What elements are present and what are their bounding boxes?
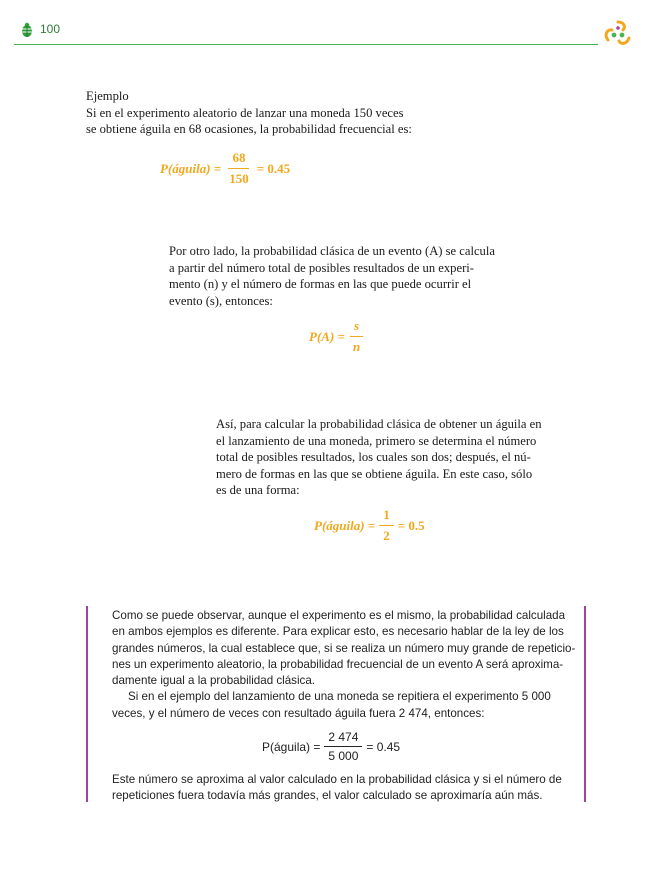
paragraph-line: total de posibles resultados, los cuales son dos; después, el nú- xyxy=(216,450,531,464)
paragraph-line: Así, para calcular la probabilidad clásica de obtener un águila en xyxy=(216,417,542,431)
paragraph-line: evento (s), entonces: xyxy=(169,293,273,308)
frequency-formula xyxy=(160,150,290,187)
header-rule xyxy=(14,44,598,45)
beetle-icon xyxy=(20,22,34,38)
box-line: nes un experimento aleatorio, la probabilidad frecuencial de un evento A será aproxima- xyxy=(112,657,564,671)
swirl-logo-icon xyxy=(602,18,634,50)
box-line: Como se puede observar, aunque el experimento es el mismo, la probabilidad calculada xyxy=(112,609,566,622)
page-header xyxy=(0,0,672,48)
formula-numerator: 2 474 xyxy=(324,730,362,747)
formula-denominator: 150 xyxy=(229,171,249,186)
formula-left: P(águila) = xyxy=(314,517,376,533)
box-line: Si en el ejemplo del lanzamiento de una moneda se repitiera el experimento 5 000 xyxy=(128,690,551,704)
formula-fraction xyxy=(349,318,364,355)
formula-result: = 0.45 xyxy=(256,160,291,176)
box-line: damente igual a la probabilidad clásica. xyxy=(112,674,316,688)
example-line: Si en el experimento aleatorio de lanzar una moneda 150 veces xyxy=(86,105,404,120)
box-left-border xyxy=(86,606,88,802)
box-conclusion xyxy=(112,772,560,805)
law-of-large-numbers-box xyxy=(86,606,586,802)
example-line: se obtiene águila en 68 ocasiones, la probabilidad frecuencial es: xyxy=(86,122,412,136)
box-line: Este número se aproxima al valor calculado en la probabilidad clásica y si el número de xyxy=(112,773,562,786)
paragraph-line: es de una forma: xyxy=(216,483,300,497)
formula-denominator: n xyxy=(352,339,361,354)
formula-numerator: s xyxy=(350,318,363,337)
classic-probability-paragraph xyxy=(169,243,505,309)
coin-paragraph xyxy=(216,416,552,499)
box-line: en ambos ejemplos es diferente. Para explicar esto, es necesario hablar de la ley de los xyxy=(112,625,564,639)
paragraph-line: mento (n) y el número de formas en las que puede ocurrir el xyxy=(169,277,472,291)
box-line: repeticiones fuera todavía más grandes, el valor calculado se aproximaría aún más. xyxy=(112,789,543,803)
formula-result: = 0.45 xyxy=(366,739,401,754)
formula-left: P(águila) = xyxy=(160,160,222,176)
formula-denominator: 5 000 xyxy=(328,749,359,763)
formula-fraction xyxy=(379,507,394,544)
formula-numerator: 1 xyxy=(379,507,394,526)
box-paragraph xyxy=(112,608,576,722)
formula-denominator: 2 xyxy=(383,528,390,543)
formula-fraction xyxy=(225,150,253,187)
coin-formula xyxy=(314,507,425,544)
paragraph-line: a partir del número total de posibles resultados de un experi- xyxy=(169,260,474,275)
formula-fraction xyxy=(324,730,362,763)
paragraph-line: mero de formas en las que se obtiene águila. En este caso, sólo xyxy=(216,466,533,481)
example-section xyxy=(86,88,426,138)
formula-numerator: 68 xyxy=(228,150,249,169)
box-right-border xyxy=(584,606,586,802)
formula-result: = 0.5 xyxy=(397,517,425,533)
paragraph-line: Por otro lado, la probabilidad clásica de un evento (A) se calcula xyxy=(169,244,495,258)
box-line: veces, y el número de veces con resultado águila fuera 2 474, entonces: xyxy=(112,706,485,720)
classic-formula xyxy=(309,318,368,355)
formula-left: P(A) = xyxy=(309,328,345,344)
example-heading: Ejemplo xyxy=(86,89,129,103)
large-numbers-formula xyxy=(262,730,400,763)
page-number: 100 xyxy=(40,22,61,36)
formula-left: P(águila) = xyxy=(262,739,321,754)
paragraph-line: el lanzamiento de una moneda, primero se determina el número xyxy=(216,433,537,448)
box-line: grandes números, la cual establece que, si se realiza un número muy grande de repeticio- xyxy=(112,641,576,655)
